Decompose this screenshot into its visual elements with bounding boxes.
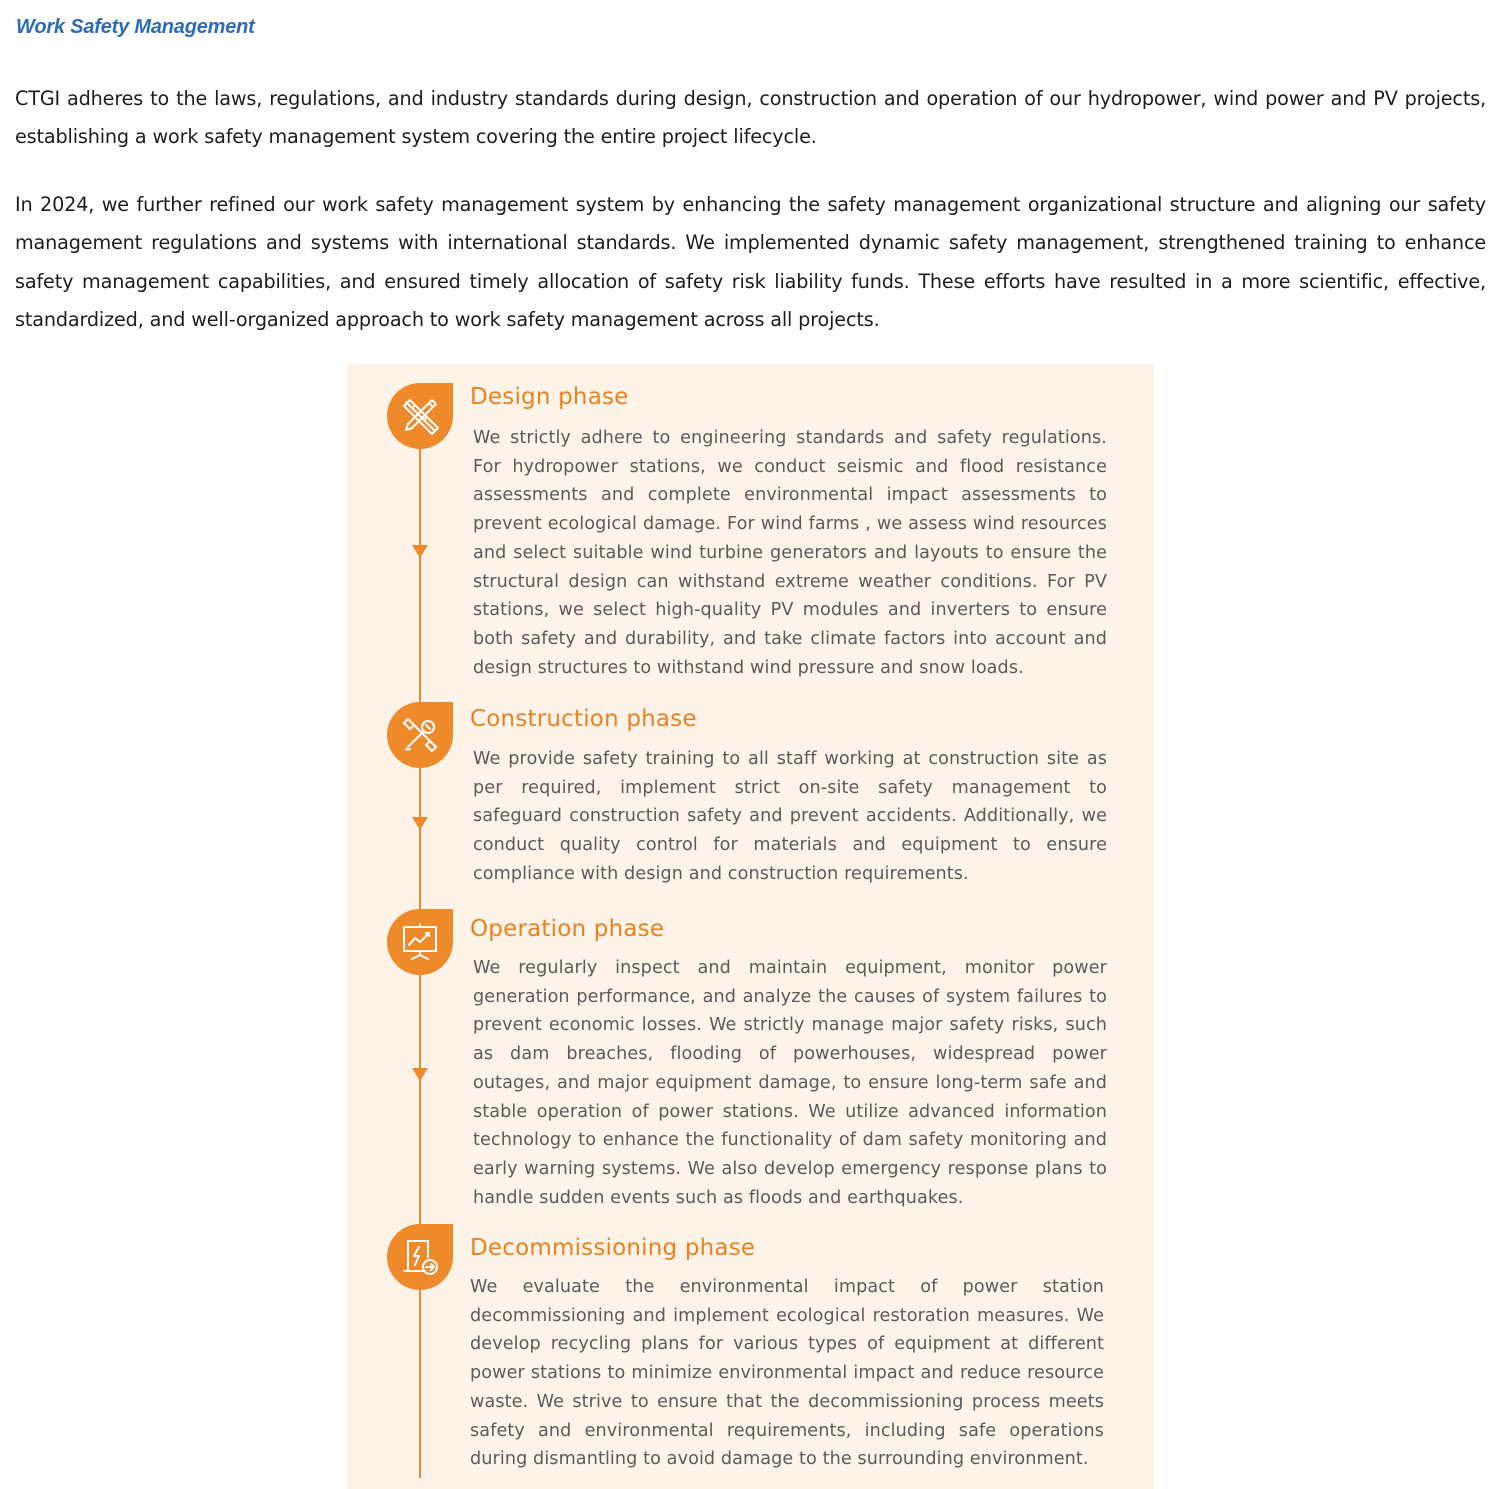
phase-body-design: We strictly adhere to engineering standards and safety regulations. For hydropower stations, we conduct seismic and flood resistance assessments and complete environmental impact assessments to prevent ecological damage. For wind farms , we assess wind resources and select suitable wind turbine generators and layouts to ensure the structural design can withstand extreme weather conditions. For PV stations, we select high-quality PV modules and inverters to ensure both safety and durability, and take climate factors into account and design structures to withstand wind pressure and snow loads. <box>473 428 1107 678</box>
phase-title-design: Design phase <box>470 384 629 410</box>
phase-body-construction: We provide safety training to all staff working at construction site as per required, implement strict on-site safety management to safeguard construction safety and prevent accidents. Additionally, we conduct quality control for materials and equipment to ensure compliance with design and construction requirements. <box>473 749 1107 884</box>
timeline-arrow <box>412 817 428 830</box>
lifecycle-panel <box>347 364 1154 1489</box>
intro-paragraph-2: In 2024, we further refined our work safety management system by enhancing the safety management organizational structure and aligning our safety management regulations and systems with international standards. We implemented dynamic safety management, strengthened training to enhance safety management capabilities, and ensured timely allocation of safety risk liability funds. These efforts have resulted in a more scientific, effective, standardized, and well-organized approach to work safety management across all projects. <box>15 193 1486 331</box>
timeline-arrow <box>412 545 428 558</box>
intro-paragraph-1: CTGI adheres to the laws, regulations, and industry standards during design, construction and operation of our hydropower, wind power and PV projects, establishing a work safety management system covering the entire project lifecycle. <box>15 87 1486 149</box>
power-exit-icon <box>387 1224 453 1290</box>
wrench-screwdriver-icon <box>387 702 453 768</box>
monitor-chart-icon <box>387 909 453 975</box>
phase-body-operation: We regularly inspect and maintain equipment, monitor power generation performance, and analyze the causes of system failures to prevent economic losses. We strictly manage major safety risks, such as dam breaches, flooding of powerhouses, widespread power outages, and major equipment damage, to ensure long-term safe and stable operation of power stations. We utilize advanced information technology to enhance the functionality of dam safety monitoring and early warning systems. We also develop emergency response plans to handle sudden events such as floods and earthquakes. <box>473 958 1107 1208</box>
phase-title-decommissioning: Decommissioning phase <box>470 1235 756 1261</box>
phase-title-construction: Construction phase <box>470 706 697 732</box>
phase-title-operation: Operation phase <box>470 916 665 942</box>
phase-body-decommissioning: We evaluate the environmental impact of power station decommissioning and implement ecological restoration measures. We develop recycling plans for various types of equipment at different power stations to minimize environmental impact and reduce resource waste. We strive to ensure that the decommissioning process meets safety and environmental requirements, including safe operations during dismantling to avoid damage to the surrounding environment. <box>470 1277 1104 1470</box>
ruler-pencil-icon <box>387 383 453 449</box>
section-title: Work Safety Management <box>16 16 255 38</box>
timeline-arrow <box>412 1068 428 1081</box>
